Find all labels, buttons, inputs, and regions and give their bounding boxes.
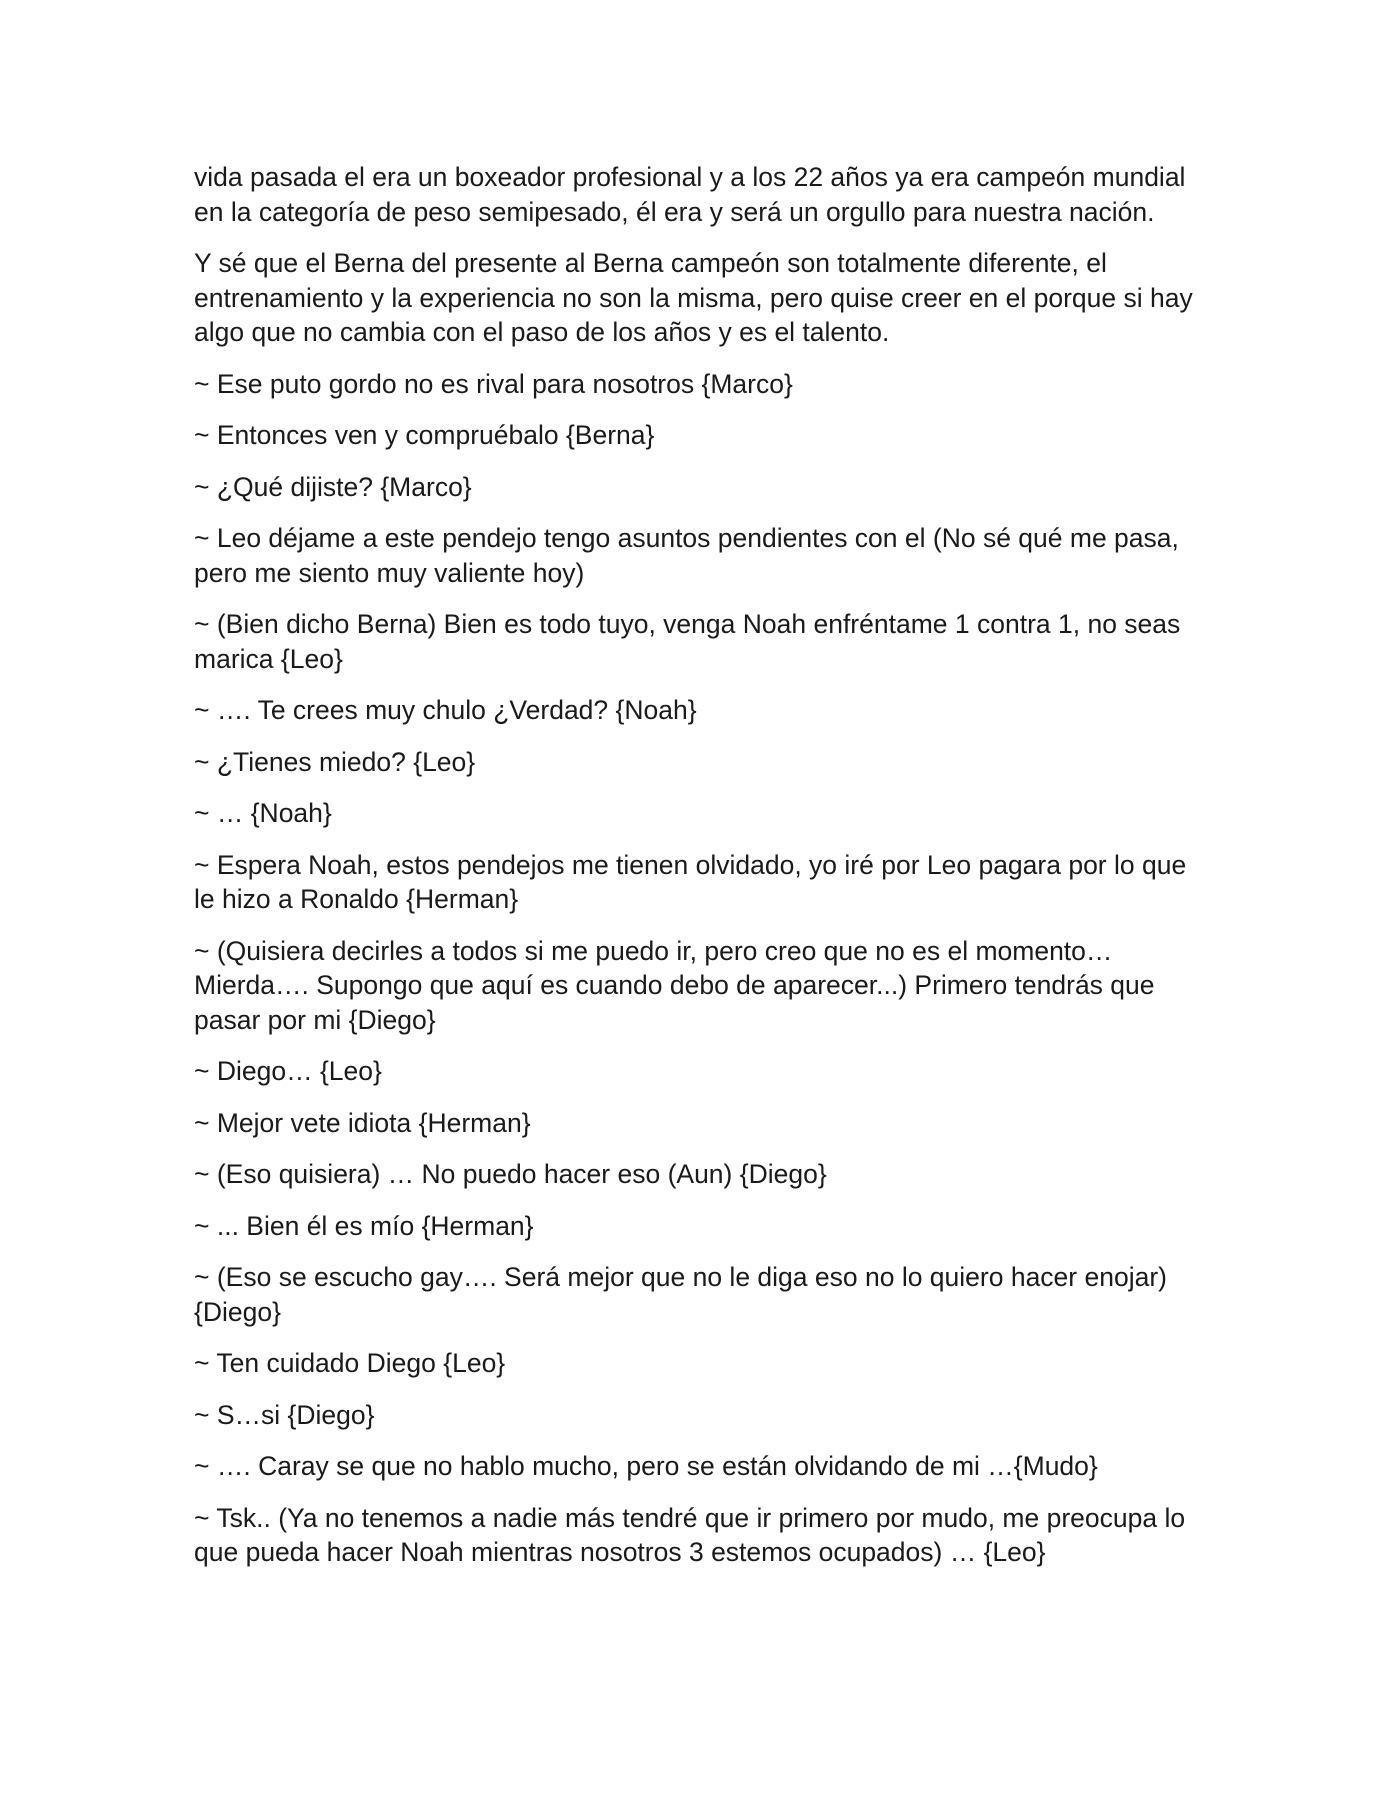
dialogue-line: ~ Tsk.. (Ya no tenemos a nadie más tendré que ir primero por mudo, me preocupa lo que pueda hacer Noah mientras nosotros 3 estemos ocupados) … {Leo} [194, 1502, 1186, 1567]
paragraph: Y sé que el Berna del presente al Berna campeón son totalmente diferente, el entrenamiento y la experiencia no son la misma, pero quise creer en el porque si hay algo que no cambia con el paso de los años y es el talento. [194, 248, 1193, 347]
dialogue-line: ~ ¿Tienes miedo? {Leo} [194, 746, 476, 777]
paragraph: vida pasada el era un boxeador profesional y a los 22 años ya era campeón mundial en la categoría de peso semipesado, él era y será un orgullo para nuestra nación. [194, 162, 1186, 227]
dialogue-line: ~ Espera Noah, estos pendejos me tienen olvidado, yo iré por Leo pagara por lo que le hizo a Ronaldo {Herman} [194, 849, 1187, 914]
dialogue-line: ~ ¿Qué dijiste? {Marco} [194, 471, 472, 502]
dialogue-line: ~ (Bien dicho Berna) Bien es todo tuyo, venga Noah enfréntame 1 contra 1, no seas marica {Leo} [194, 609, 1181, 674]
dialogue-line: ~ S…si {Diego} [194, 1399, 375, 1430]
dialogue-line: ~ ... Bien él es mío {Herman} [194, 1210, 534, 1241]
dialogue-line: ~ … {Noah} [194, 798, 332, 828]
dialogue-line: ~ Ten cuidado Diego {Leo} [194, 1348, 506, 1378]
dialogue-line: ~ Ese puto gordo no es rival para nosotros {Marco} [194, 368, 793, 399]
dialogue-line: ~ Diego… {Leo} [194, 1056, 382, 1086]
dialogue-line: ~ (Eso quisiera) … No puedo hacer eso (Aun) {Diego} [194, 1159, 827, 1189]
dialogue-line: ~ Leo déjame a este pendejo tengo asuntos pendientes con el (No sé qué me pasa, pero me siento muy valiente hoy) [194, 523, 1179, 588]
dialogue-line: ~ (Quisiera decirles a todos si me puedo ir, pero creo que no es el momento… Mierda…. Supongo que aquí es cuando debo de aparecer...) Primero tendrás que pasar por mi {Diego} [194, 935, 1155, 1035]
dialogue-line: ~ (Eso se escucho gay…. Será mejor que no le diga eso no lo quiero hacer enojar) {Diego} [194, 1262, 1167, 1327]
document-body [194, 160, 1214, 1587]
dialogue-line: ~ Mejor vete idiota {Herman} [194, 1107, 531, 1138]
dialogue-line: ~ …. Te crees muy chulo ¿Verdad? {Noah} [194, 695, 697, 725]
dialogue-line: ~ Entonces ven y compruébalo {Berna} [194, 420, 655, 450]
dialogue-line: ~ …. Caray se que no hablo mucho, pero se están olvidando de mi …{Mudo} [194, 1451, 1098, 1481]
